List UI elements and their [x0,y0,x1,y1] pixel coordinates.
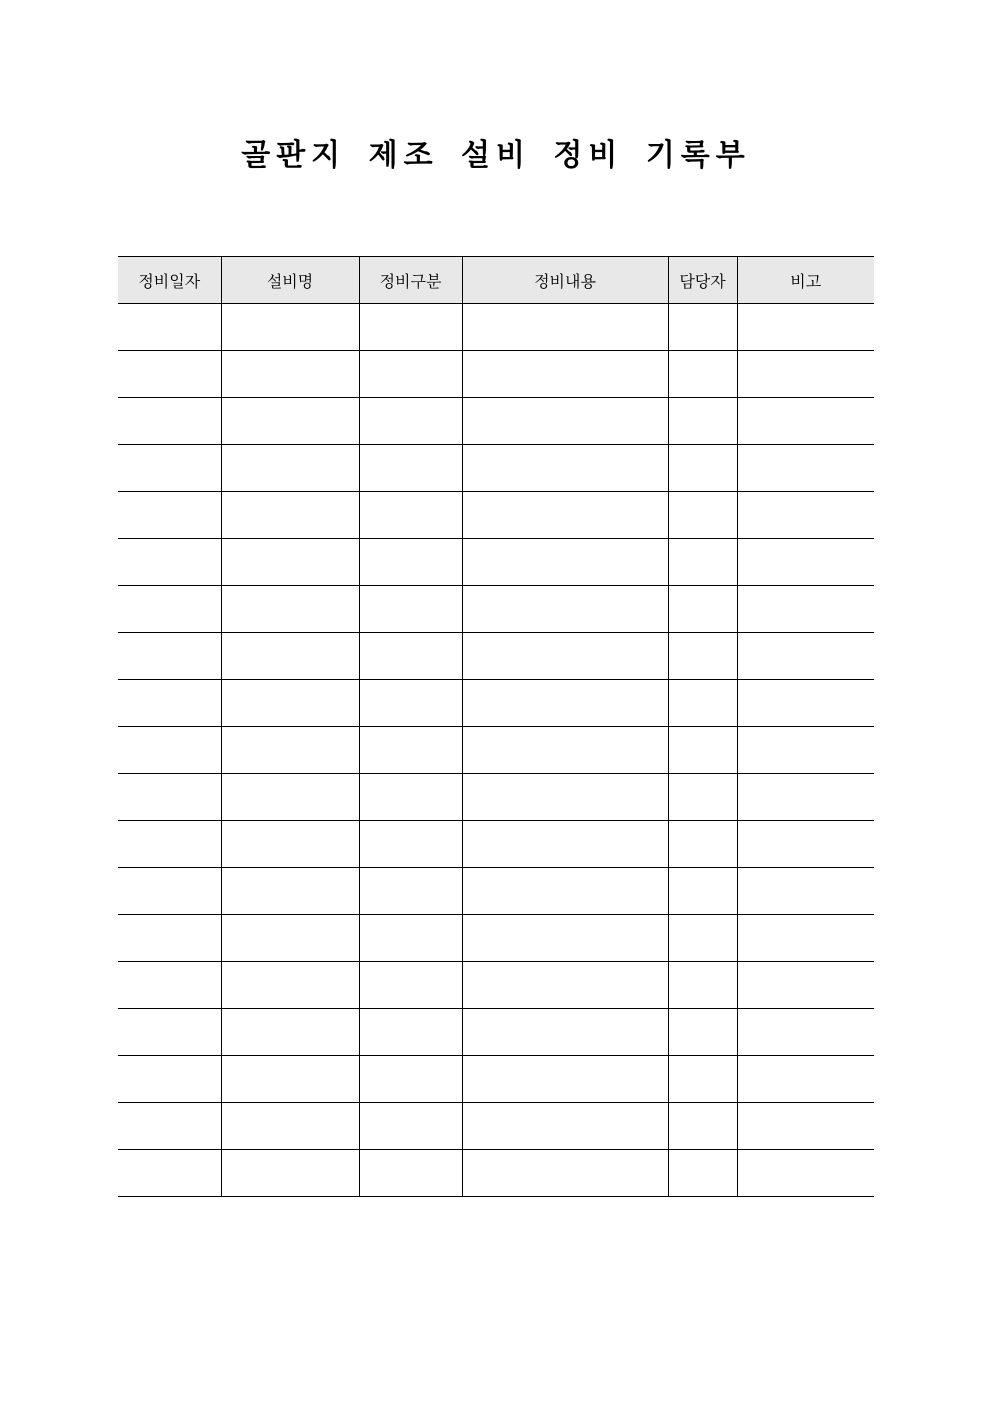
cell-maintenance-details[interactable] [462,915,668,962]
header-maintenance-details: 정비내용 [462,257,668,304]
table-row [118,1150,874,1197]
table-row [118,633,874,680]
cell-maintenance-type[interactable] [359,868,462,915]
header-equipment-name: 설비명 [221,257,359,304]
cell-remarks[interactable] [737,586,874,633]
cell-maintenance-date[interactable] [118,1009,221,1056]
cell-equipment-name[interactable] [221,492,359,539]
cell-equipment-name[interactable] [221,962,359,1009]
cell-remarks[interactable] [737,304,874,351]
cell-person-in-charge[interactable] [668,445,737,492]
table-row [118,868,874,915]
cell-equipment-name[interactable] [221,727,359,774]
cell-maintenance-details[interactable] [462,586,668,633]
header-person-in-charge: 담당자 [668,257,737,304]
cell-equipment-name[interactable] [221,821,359,868]
cell-maintenance-date[interactable] [118,1056,221,1103]
cell-maintenance-type[interactable] [359,1056,462,1103]
cell-maintenance-date[interactable] [118,492,221,539]
cell-remarks[interactable] [737,351,874,398]
cell-person-in-charge[interactable] [668,680,737,727]
cell-maintenance-details[interactable] [462,304,668,351]
cell-equipment-name[interactable] [221,351,359,398]
cell-maintenance-date[interactable] [118,351,221,398]
table-row [118,539,874,586]
cell-maintenance-date[interactable] [118,727,221,774]
cell-remarks[interactable] [737,1056,874,1103]
cell-person-in-charge[interactable] [668,1103,737,1150]
cell-person-in-charge[interactable] [668,351,737,398]
cell-person-in-charge[interactable] [668,539,737,586]
table-row [118,351,874,398]
cell-maintenance-type[interactable] [359,304,462,351]
cell-maintenance-date[interactable] [118,868,221,915]
cell-maintenance-type[interactable] [359,1009,462,1056]
cell-maintenance-details[interactable] [462,1009,668,1056]
cell-maintenance-details[interactable] [462,774,668,821]
table-row [118,398,874,445]
cell-equipment-name[interactable] [221,539,359,586]
table-row [118,821,874,868]
cell-maintenance-date[interactable] [118,1150,221,1197]
cell-maintenance-type[interactable] [359,633,462,680]
cell-maintenance-details[interactable] [462,492,668,539]
cell-equipment-name[interactable] [221,868,359,915]
cell-maintenance-type[interactable] [359,1103,462,1150]
cell-maintenance-type[interactable] [359,1150,462,1197]
cell-remarks[interactable] [737,633,874,680]
cell-remarks[interactable] [737,445,874,492]
cell-maintenance-details[interactable] [462,962,668,1009]
cell-person-in-charge[interactable] [668,1056,737,1103]
cell-maintenance-date[interactable] [118,680,221,727]
cell-maintenance-details[interactable] [462,1150,668,1197]
cell-equipment-name[interactable] [221,1009,359,1056]
header-remarks: 비고 [737,257,874,304]
table-row [118,445,874,492]
cell-person-in-charge[interactable] [668,1009,737,1056]
maintenance-record-table [118,256,874,1197]
cell-maintenance-date[interactable] [118,586,221,633]
table-row [118,492,874,539]
cell-maintenance-date[interactable] [118,445,221,492]
cell-person-in-charge[interactable] [668,821,737,868]
cell-equipment-name[interactable] [221,774,359,821]
cell-equipment-name[interactable] [221,1150,359,1197]
cell-person-in-charge[interactable] [668,915,737,962]
header-maintenance-date: 정비일자 [118,257,221,304]
cell-maintenance-type[interactable] [359,351,462,398]
cell-maintenance-date[interactable] [118,304,221,351]
cell-remarks[interactable] [737,962,874,1009]
cell-remarks[interactable] [737,1103,874,1150]
cell-maintenance-details[interactable] [462,351,668,398]
cell-person-in-charge[interactable] [668,586,737,633]
table-row [118,774,874,821]
table-row [118,680,874,727]
cell-maintenance-date[interactable] [118,915,221,962]
cell-maintenance-details[interactable] [462,821,668,868]
table-row [118,727,874,774]
table-row [118,586,874,633]
cell-person-in-charge[interactable] [668,962,737,1009]
cell-maintenance-details[interactable] [462,727,668,774]
cell-equipment-name[interactable] [221,915,359,962]
cell-remarks[interactable] [737,727,874,774]
cell-maintenance-details[interactable] [462,868,668,915]
cell-equipment-name[interactable] [221,1103,359,1150]
cell-maintenance-type[interactable] [359,727,462,774]
cell-remarks[interactable] [737,680,874,727]
cell-equipment-name[interactable] [221,398,359,445]
cell-maintenance-details[interactable] [462,1056,668,1103]
cell-equipment-name[interactable] [221,586,359,633]
cell-remarks[interactable] [737,821,874,868]
cell-person-in-charge[interactable] [668,1150,737,1197]
cell-remarks[interactable] [737,1150,874,1197]
cell-remarks[interactable] [737,398,874,445]
cell-equipment-name[interactable] [221,304,359,351]
cell-maintenance-type[interactable] [359,398,462,445]
cell-maintenance-details[interactable] [462,539,668,586]
cell-maintenance-date[interactable] [118,962,221,1009]
table-row [118,1009,874,1056]
table-body [118,304,874,1197]
cell-equipment-name[interactable] [221,633,359,680]
cell-person-in-charge[interactable] [668,633,737,680]
cell-maintenance-details[interactable] [462,680,668,727]
cell-maintenance-type[interactable] [359,915,462,962]
cell-maintenance-type[interactable] [359,586,462,633]
cell-maintenance-details[interactable] [462,398,668,445]
cell-maintenance-details[interactable] [462,445,668,492]
cell-person-in-charge[interactable] [668,727,737,774]
cell-maintenance-date[interactable] [118,1103,221,1150]
cell-person-in-charge[interactable] [668,492,737,539]
cell-equipment-name[interactable] [221,680,359,727]
table-row [118,915,874,962]
table-row [118,1103,874,1150]
cell-remarks[interactable] [737,774,874,821]
page-title: 골판지 제조 설비 정비 기록부 [241,138,751,173]
cell-maintenance-type[interactable] [359,492,462,539]
cell-maintenance-type[interactable] [359,962,462,1009]
cell-maintenance-date[interactable] [118,774,221,821]
cell-maintenance-details[interactable] [462,1103,668,1150]
header-maintenance-type: 정비구분 [359,257,462,304]
table-header-row [118,257,874,304]
cell-remarks[interactable] [737,492,874,539]
cell-person-in-charge[interactable] [668,398,737,445]
cell-person-in-charge[interactable] [668,304,737,351]
cell-person-in-charge[interactable] [668,774,737,821]
cell-maintenance-type[interactable] [359,445,462,492]
cell-equipment-name[interactable] [221,445,359,492]
cell-remarks[interactable] [737,868,874,915]
cell-maintenance-type[interactable] [359,774,462,821]
cell-maintenance-type[interactable] [359,821,462,868]
cell-maintenance-date[interactable] [118,539,221,586]
cell-maintenance-details[interactable] [462,633,668,680]
table-row [118,1056,874,1103]
cell-maintenance-date[interactable] [118,398,221,445]
cell-equipment-name[interactable] [221,1056,359,1103]
cell-person-in-charge[interactable] [668,868,737,915]
cell-maintenance-date[interactable] [118,821,221,868]
cell-maintenance-date[interactable] [118,633,221,680]
cell-maintenance-type[interactable] [359,539,462,586]
cell-remarks[interactable] [737,915,874,962]
cell-remarks[interactable] [737,1009,874,1056]
cell-maintenance-type[interactable] [359,680,462,727]
cell-remarks[interactable] [737,539,874,586]
table-row [118,962,874,1009]
table-row [118,304,874,351]
